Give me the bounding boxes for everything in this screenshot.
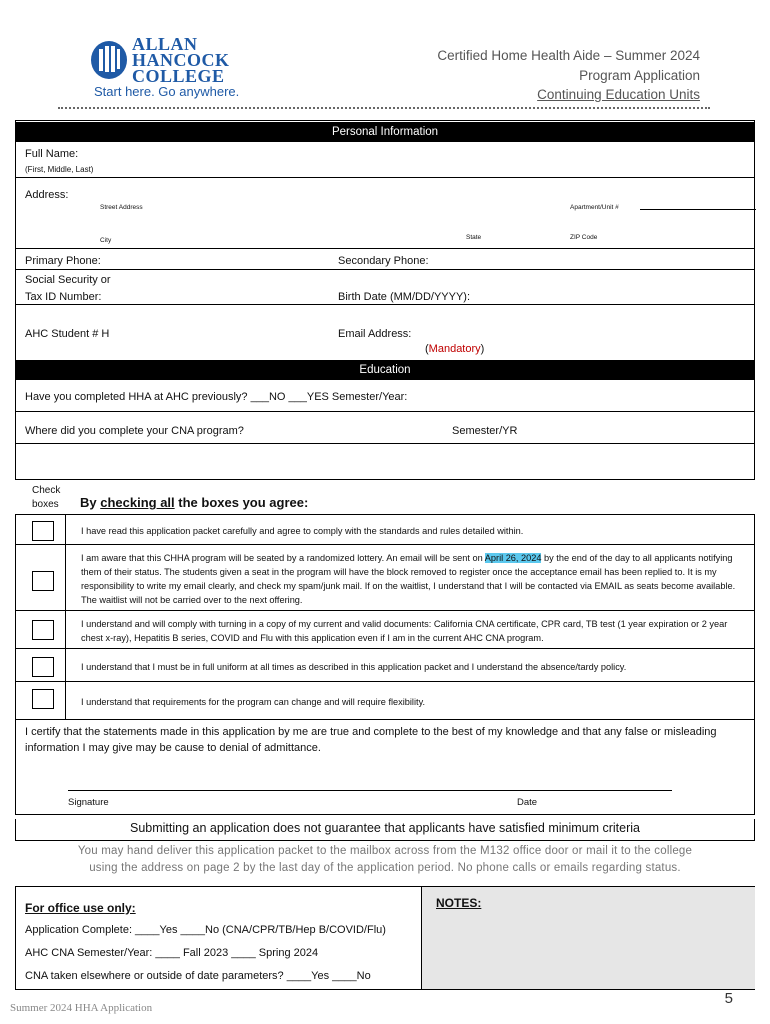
signature-label: Signature [68, 797, 109, 808]
header-application: Program Application [579, 68, 700, 83]
check-label-line-2: boxes [32, 499, 59, 510]
full-name-label: Full Name: [25, 148, 79, 160]
mandatory-paren-close: ) [480, 343, 485, 355]
agreement-checkbox-1[interactable] [32, 521, 54, 541]
delivery-line-2: using the address on page 2 by the last day of the application period. No phone calls or emails regarding status. [89, 862, 681, 874]
email-label: Email Address: [338, 328, 412, 340]
divider [16, 544, 754, 545]
divider [16, 411, 754, 412]
divider [16, 304, 754, 305]
notes-area[interactable] [421, 887, 755, 989]
signature-line[interactable] [68, 790, 672, 791]
apartment-label: Apartment/Unit # [570, 204, 619, 211]
delivery-line-1: You may hand deliver this application packet to the mailbox across from the M132 office door or mail it to the college [77, 845, 693, 857]
education-header: Education [16, 360, 754, 380]
personal-info-header: Personal Information [16, 122, 754, 142]
heading-underline: checking all [100, 495, 175, 510]
full-name-hint: (First, Middle, Last) [25, 165, 94, 174]
agreements-section [15, 514, 755, 815]
agreement-checkbox-4[interactable] [32, 657, 54, 677]
heading-post: the boxes you agree: [174, 495, 309, 510]
divider [16, 610, 754, 611]
logo-line-1: ALLAN [132, 34, 198, 54]
page-number: 5 [724, 990, 733, 1007]
divider [16, 681, 754, 682]
city-label: City [100, 237, 112, 244]
lottery-date-highlight: April 26, 2024 [484, 553, 542, 563]
secondary-phone-label: Secondary Phone: [338, 255, 429, 267]
agreement-checkbox-3[interactable] [32, 620, 54, 640]
zip-label: ZIP Code [570, 234, 598, 241]
agreement-text-4: I understand that I must be in full uniform at all times as described in this application packet and I understand the absence/tardy policy. [81, 662, 627, 672]
ssn-label-line-1: Social Security or [25, 274, 111, 286]
student-id-label: AHC Student # H [25, 328, 110, 340]
primary-phone-label: Primary Phone: [25, 255, 101, 267]
divider [16, 177, 754, 178]
header-program-title: Certified Home Health Aide – Summer 2024 [437, 48, 700, 63]
logo-wordmark [132, 36, 230, 84]
date-label: Date [517, 797, 538, 808]
office-line-3: CNA taken elsewhere or outside of date parameters? ____Yes ____No [25, 970, 371, 982]
agreement-text-3: I understand and will comply with turning in a copy of my current and valid documents: California CNA certificate, CPR card, TB test (1 year expiration or 2 year chest x-ray), Hepatitis B series, COVID and Flu with this application even if I am in the current AHC CNA program. [81, 619, 728, 643]
disclaimer: Submitting an application does not guarantee that applicants have satisfied minimum criteria [15, 819, 755, 841]
check-boxes-label [32, 484, 60, 512]
hancock-emblem-icon [90, 40, 128, 80]
agreement-checkbox-2[interactable] [32, 571, 54, 591]
mandatory-paren-open: ( [425, 343, 429, 355]
birth-date-label: Birth Date (MM/DD/YYYY): [338, 291, 471, 303]
divider [16, 443, 754, 444]
mandatory-text: Mandatory [428, 343, 481, 355]
application-form [15, 120, 755, 480]
logo-line-3: COLLEGE [132, 66, 225, 86]
address-label: Address: [25, 189, 69, 201]
notes-label: NOTES: [436, 896, 482, 910]
certification-statement: I certify that the statements made in this application by me are true and complete to the best of my knowledge and that any false or misleading information I may give may be cause to denial of admittance. [25, 726, 717, 754]
hha-previous-question: Have you completed HHA at AHC previously? ___NO ___YES Semester/Year: [25, 391, 408, 403]
agreement-text-2 [81, 551, 747, 607]
mandatory-note [425, 343, 484, 355]
agreement-checkbox-5[interactable] [32, 689, 54, 709]
college-logo [90, 36, 260, 102]
divider [16, 648, 754, 649]
divider [640, 209, 756, 210]
logo-line-2: HANCOCK [132, 50, 230, 70]
header-divider [58, 107, 710, 109]
divider [16, 248, 754, 249]
logo-tagline: Start here. Go anywhere. [94, 84, 240, 99]
item2-post: by the end of the day to all applicants notifying them of their status. The students given a seat in the program will have the block removed to register once the acceptance email has been replied to. It is my responsibility to write my email clearly, and check my spam/junk mail. If on the waitlist, I understand that I will be contacted via EMAIL as seats become available. The waitlist will not be carried over to the next offering. [81, 553, 736, 605]
footer-text: Summer 2024 HHA Application [10, 1002, 153, 1014]
header-ceu: Continuing Education Units [537, 87, 700, 102]
check-label-line-1: Check [32, 485, 61, 496]
divider [16, 719, 754, 720]
heading-pre: By [80, 495, 101, 510]
item2-pre: I am aware that this CHHA program will be seated by a randomized lottery. An email will be sent on [81, 553, 485, 563]
agreement-text-1: I have read this application packet carefully and agree to comply with the standards and rules detailed within. [81, 526, 524, 536]
office-line-1: Application Complete: ____Yes ____No (CNA/CPR/TB/Hep B/COVID/Flu) [25, 924, 386, 936]
agreement-text-5: I understand that requirements for the program can change and will require flexibility. [81, 697, 426, 707]
street-address-label: Street Address [100, 204, 143, 211]
delivery-instructions [15, 843, 755, 877]
office-use-title: For office use only: [25, 901, 136, 915]
state-label: State [466, 234, 482, 241]
agreements-heading [80, 495, 308, 510]
cna-program-question: Where did you complete your CNA program? [25, 425, 244, 437]
ssn-label-line-2: Tax ID Number: [25, 291, 102, 303]
office-line-2: AHC CNA Semester/Year: ____ Fall 2023 ____ Spring 2024 [25, 947, 319, 959]
divider [16, 269, 754, 270]
semester-yr-label: Semester/YR [452, 425, 518, 437]
office-use-box [15, 886, 755, 990]
